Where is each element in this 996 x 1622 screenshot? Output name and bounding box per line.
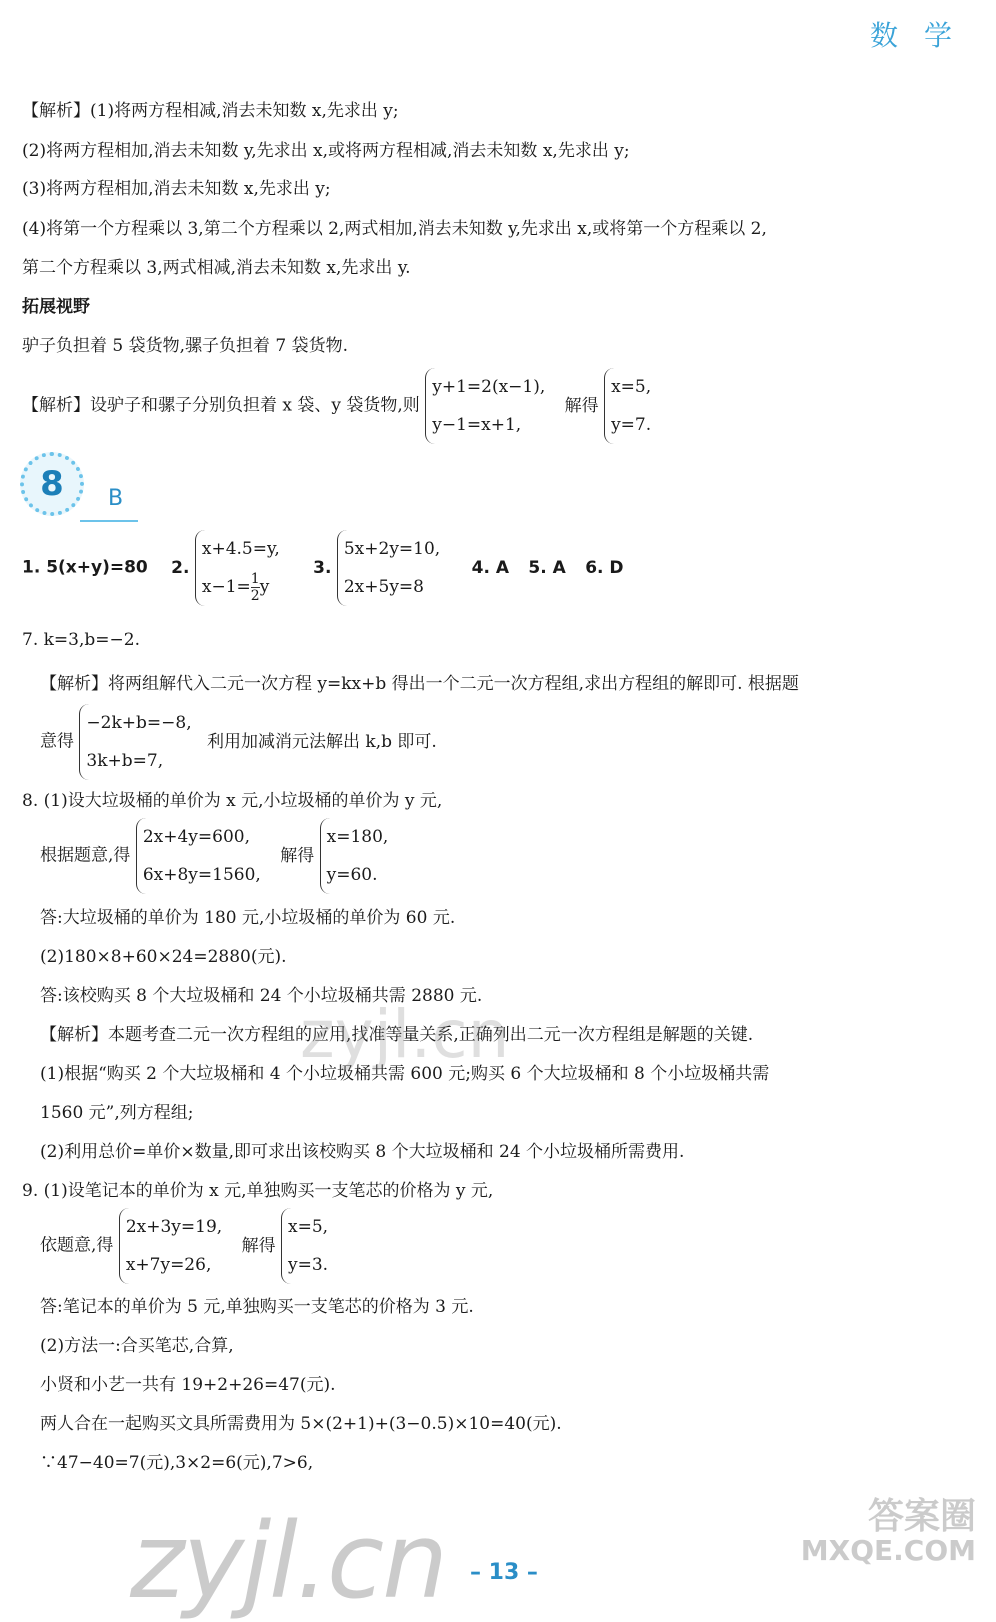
q2-system: [195, 530, 280, 606]
page-number: – 13 –: [470, 1560, 538, 1585]
q9-line-3: 答:笔记本的单价为 5 元,单独购买一支笔芯的价格为 3 元.: [40, 1297, 474, 1317]
q8-line-7: (1)根据“购买 2 个大垃圾桶和 4 个小垃圾桶共需 600 元;购买 6 个大垃圾桶和 8 个小垃圾桶共需: [40, 1064, 770, 1084]
section-heading-tuozhan: 拓展视野: [22, 297, 90, 317]
q7-label: 意得: [40, 731, 74, 752]
q1-answer: 1. 5(x+y)=80: [22, 557, 148, 578]
q8-line-6: 【解析】本题考查二元一次方程组的应用,找准等量关系,正确列出二元一次方程组是解题的关键.: [40, 1025, 754, 1045]
equation-row: y=3.: [287, 1255, 329, 1275]
q9-line-5: 小贤和小艺一共有 19+2+26=47(元).: [40, 1375, 336, 1395]
q6-answer: 6. D: [585, 557, 624, 578]
q9-system-line: [40, 1208, 328, 1284]
fraction: [251, 571, 260, 604]
section-letter: B: [108, 486, 124, 511]
q4-answer: 4. A: [471, 557, 509, 578]
equation-row: x+4.5=y,: [201, 539, 280, 559]
q9-line-6: 两人合在一起购买文具所需费用为 5×(2+1)+(3−0.5)×10=40(元).: [40, 1414, 562, 1434]
fraction-denominator: 2: [250, 588, 260, 604]
equation-row: 2x+5y=8: [343, 577, 424, 597]
q9-label: 依题意,得: [40, 1235, 114, 1256]
equation-row: 2x+3y=19,: [125, 1217, 223, 1237]
equation-row: 5x+2y=10,: [343, 539, 441, 559]
equation-system-1: [425, 368, 545, 444]
q7-system: [79, 704, 191, 780]
q8-line-1: 8. (1)设大垃圾桶的单价为 x 元,小垃圾桶的单价为 y 元,: [22, 791, 443, 811]
equation-system-2: [604, 368, 651, 444]
q8-line-8: 1560 元”,列方程组;: [40, 1103, 194, 1123]
analysis-line-2: (2)将两方程相加,消去未知数 y,先求出 x,或将两方程相减,消去未知数 x,先求出 y;: [22, 141, 630, 161]
q3-label: 3.: [313, 557, 332, 578]
q7-analysis: 【解析】将两组解代入二元一次方程 y=kx+b 得出一个二元一次方程组,求出方程组的解即可. 根据题: [40, 674, 799, 694]
equation-row: 3k+b=7,: [86, 751, 164, 771]
q9-line-4: (2)方法一:合买笔芯,合算,: [40, 1336, 234, 1356]
equation-row: y+1=2(x−1),: [432, 377, 546, 397]
equation-row: x=180,: [326, 827, 389, 847]
analysis-line-1: 【解析】(1)将两方程相减,消去未知数 x,先求出 y;: [22, 101, 399, 121]
analysis-line-3: (3)将两方程相加,消去未知数 x,先求出 y;: [22, 179, 331, 199]
watermark-url: MXQE.COM: [800, 1534, 976, 1567]
analysis-line-4: (4)将第一个方程乘以 3,第二个方程乘以 2,两式相加,消去未知数 y,先求出 x,或将第一个方程乘以 2,: [22, 219, 767, 239]
q3-system: [337, 530, 440, 606]
q7-conclusion: 利用加减消元法解出 k,b 即可.: [207, 731, 437, 752]
solve-label: 解得: [241, 1235, 276, 1256]
q7-system-line: [40, 704, 437, 780]
equation-row: x=5,: [287, 1217, 329, 1237]
q9-line-1: 9. (1)设笔记本的单价为 x 元,单独购买一支笔芯的价格为 y 元,: [22, 1181, 494, 1201]
equation-row: 6x+8y=1560,: [142, 865, 261, 885]
equation-row: −2k+b=−8,: [86, 713, 192, 733]
section-badge: [20, 452, 84, 516]
q8-system-line: [40, 818, 388, 894]
equation-part: x−1=: [201, 577, 251, 597]
equation-row: 2x+4y=600,: [142, 827, 250, 847]
q9-system-1: [119, 1208, 222, 1284]
watermark-mid: zyjl.cn: [300, 996, 510, 1073]
analysis-line-5: 第二个方程乘以 3,两式相减,消去未知数 x,先求出 y.: [22, 258, 411, 278]
section-underline: [80, 520, 138, 522]
q8-line-4: (2)180×8+60×24=2880(元).: [40, 947, 287, 967]
watermark-main: zyjl.cn: [130, 1500, 447, 1622]
equation-row: y−1=x+1,: [432, 415, 522, 435]
q9-line-7: ∵47−40=7(元),3×2=6(元),7>6,: [40, 1453, 314, 1473]
equation-row: x=5,: [611, 377, 652, 397]
q8-system-1: [136, 818, 261, 894]
tuozhan-answer: 驴子负担着 5 袋货物,骡子负担着 7 袋货物.: [22, 336, 349, 356]
answers-1-6: [22, 530, 624, 606]
solve-label: 解得: [280, 845, 315, 866]
q8-system-2: [320, 818, 389, 894]
equation-row: [202, 568, 280, 606]
q5-answer: 5. A: [528, 557, 566, 578]
equation-part: y: [259, 577, 270, 597]
q7-answer: 7. k=3,b=−2.: [22, 630, 140, 650]
equation-row: y=60.: [326, 865, 378, 885]
q9-system-2: [281, 1208, 328, 1284]
q8-line-9: (2)利用总价=单价×数量,即可求出该校购买 8 个大垃圾桶和 24 个小垃圾桶所需费用.: [40, 1142, 685, 1162]
tuozhan-analysis-text: 【解析】设驴子和骡子分别负担着 x 袋、y 袋货物,则: [22, 395, 420, 416]
watermark-logo: 答案圈: [867, 1496, 976, 1537]
q8-line-5: 答:该校购买 8 个大垃圾桶和 24 个小垃圾桶共需 2880 元.: [40, 986, 483, 1006]
q8-label: 根据题意,得: [40, 845, 131, 866]
solve-label: 解得: [564, 395, 599, 416]
fraction-numerator: 1: [250, 571, 260, 587]
tuozhan-analysis: [22, 368, 651, 444]
q2-label: 2.: [171, 557, 190, 578]
q8-line-3: 答:大垃圾桶的单价为 180 元,小垃圾桶的单价为 60 元.: [40, 908, 456, 928]
equation-row: y=7.: [611, 415, 652, 435]
equation-row: x+7y=26,: [125, 1255, 212, 1275]
section-number: 8: [40, 464, 64, 504]
subject-header: 数学: [869, 19, 978, 52]
